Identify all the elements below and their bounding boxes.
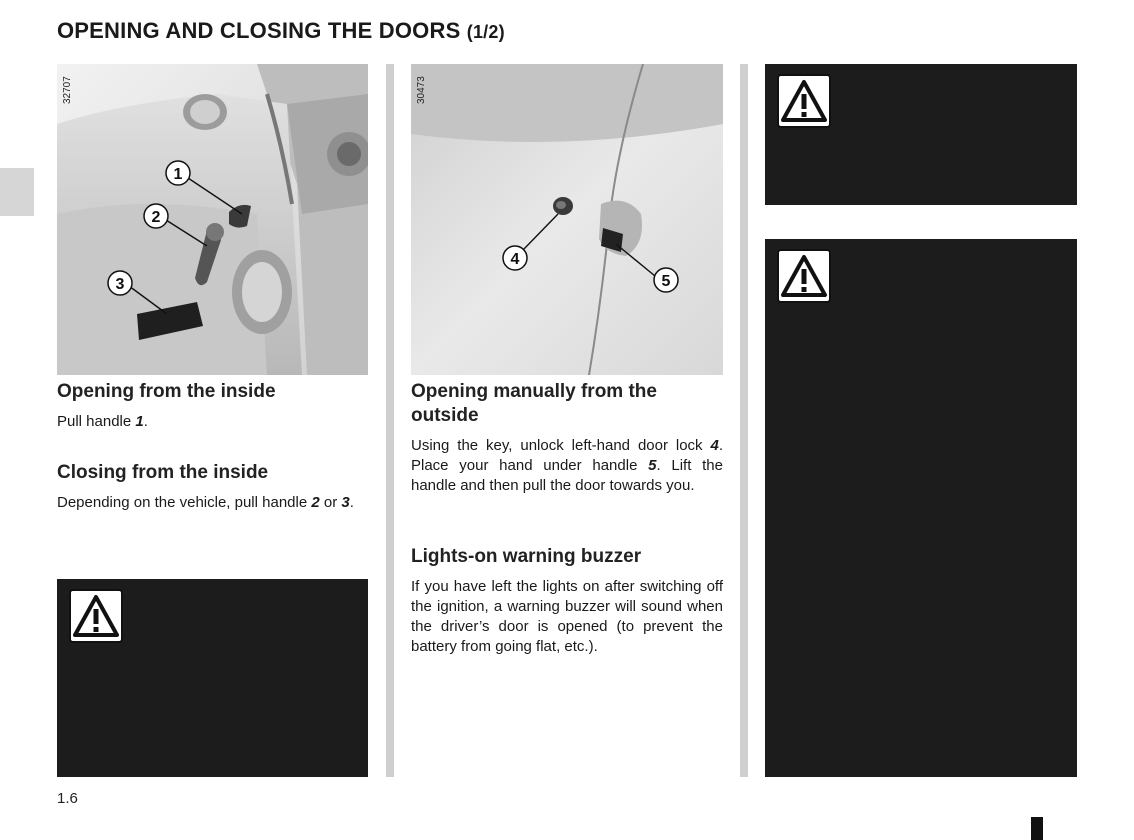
page-part-indicator: (1/2) bbox=[466, 22, 505, 42]
page-title-text: OPENING AND CLOSING THE DOORS bbox=[57, 18, 461, 43]
ref-handle-1: 1 bbox=[135, 413, 144, 430]
page-number: 1.6 bbox=[57, 790, 78, 807]
chapter-tab-marker bbox=[0, 168, 34, 216]
ref-lock-4: 4 bbox=[710, 437, 719, 454]
figure-outside-door bbox=[411, 64, 723, 375]
page-title bbox=[57, 18, 505, 44]
callout-2-label: 2 bbox=[151, 209, 161, 226]
column-divider-right bbox=[740, 64, 748, 777]
outside-door-illustration bbox=[411, 64, 723, 375]
text-opening-inside: Pull handle 1. bbox=[57, 413, 148, 430]
text-closing-inside: Depending on the vehicle, pull handle 2 or 3. bbox=[57, 494, 354, 511]
inside-door-illustration bbox=[57, 64, 368, 375]
figure-inside-door bbox=[57, 64, 368, 375]
text-opening-outside: Using the key, unlock left-hand door lock 4. Place your hand under handle 5. Lift the handle and then pull the door towards you. bbox=[411, 437, 723, 494]
warning-box-bottom bbox=[765, 239, 1077, 777]
warning-triangle-icon bbox=[777, 249, 831, 303]
page-corner-marker bbox=[1031, 817, 1043, 840]
figure-code: 30473 bbox=[416, 76, 427, 104]
warning-box-inside bbox=[57, 579, 368, 777]
ref-handle-2: 2 bbox=[311, 494, 320, 511]
callout-3 bbox=[108, 271, 132, 295]
text-lights-buzzer: If you have left the lights on after switching off the ignition, a warning buzzer will sound when the driver’s door is opened (to prevent the battery from going flat, etc.). bbox=[411, 578, 723, 655]
heading-opening-outside: Opening manually from the outside bbox=[411, 381, 657, 426]
heading-lights-buzzer: Lights-on warning buzzer bbox=[411, 546, 642, 567]
ref-handle-5: 5 bbox=[648, 457, 657, 474]
column-divider-left bbox=[386, 64, 394, 777]
warning-box-top bbox=[765, 64, 1077, 205]
callout-4-label: 4 bbox=[510, 251, 520, 268]
callout-1 bbox=[166, 161, 190, 185]
callout-1-label: 1 bbox=[173, 166, 183, 183]
heading-closing-inside: Closing from the inside bbox=[57, 462, 269, 483]
warning-triangle-icon bbox=[69, 589, 123, 643]
callout-2 bbox=[144, 204, 168, 228]
ref-handle-3: 3 bbox=[341, 494, 350, 511]
callout-3-label: 3 bbox=[115, 276, 125, 293]
callout-4 bbox=[503, 246, 527, 270]
figure-code: 32707 bbox=[62, 76, 73, 104]
heading-opening-inside: Opening from the inside bbox=[57, 381, 276, 402]
callout-5-label: 5 bbox=[661, 273, 671, 290]
warning-triangle-icon bbox=[777, 74, 831, 128]
callout-5 bbox=[654, 268, 678, 292]
